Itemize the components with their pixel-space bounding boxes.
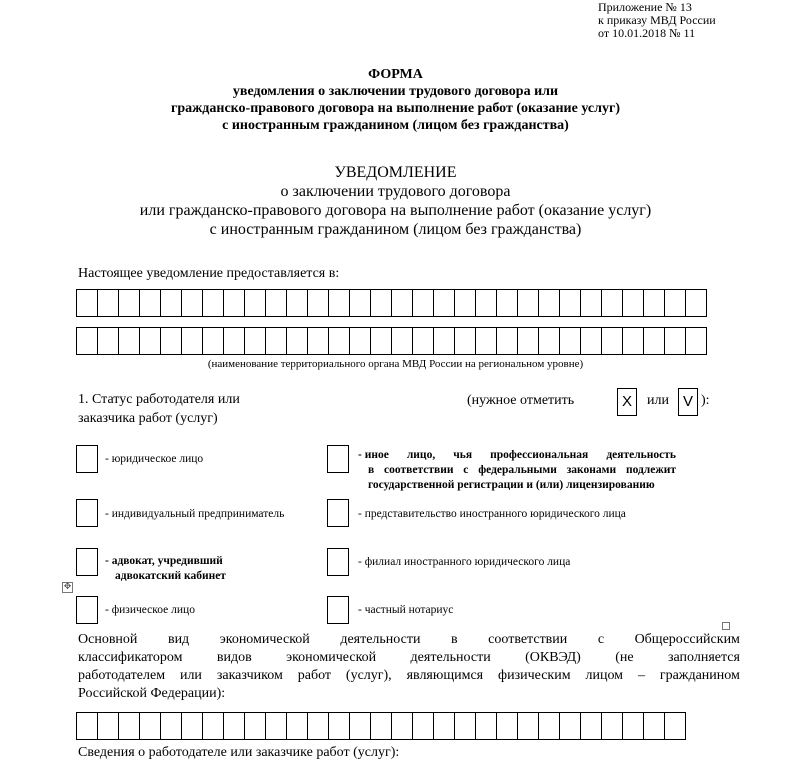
okved-code-cell[interactable] <box>433 712 455 740</box>
option-legal-entity: - юридическое лицо <box>105 453 204 465</box>
authority-name-cell[interactable] <box>622 289 644 317</box>
authority-name-cell[interactable] <box>454 327 476 355</box>
authority-name-cell[interactable] <box>223 327 245 355</box>
authority-name-cell[interactable] <box>160 327 182 355</box>
authority-name-cell[interactable] <box>391 289 413 317</box>
intro-text: Настоящее уведомление предоставляется в: <box>78 266 340 281</box>
okved-word: деятельности <box>340 632 421 647</box>
okved-word: (услуг), <box>345 668 392 683</box>
other-person-word: подлежит <box>625 464 676 476</box>
authority-name-cell[interactable] <box>559 327 581 355</box>
other-person-word: профессиональная <box>490 449 589 461</box>
mark-suffix: ): <box>701 393 710 408</box>
other-person-word: чья <box>453 449 473 461</box>
authority-name-cell[interactable] <box>328 289 350 317</box>
authority-name-cell[interactable] <box>664 327 686 355</box>
form-title-line-1: ФОРМА <box>368 67 423 82</box>
okved-word: (не <box>615 650 634 665</box>
okved-code-cell[interactable] <box>370 712 392 740</box>
okved-code-cell[interactable] <box>664 712 686 740</box>
option-lawyer <box>105 554 226 584</box>
okved-code-cell[interactable] <box>412 712 434 740</box>
notice-title-line-4: с иностранным гражданином (лицом без гражданства) <box>209 221 582 238</box>
okved-code-cell[interactable] <box>118 712 140 740</box>
annex-reference <box>598 1 716 40</box>
option-other-person-line-3: государственной регистрации и (или) лицензированию <box>368 479 655 491</box>
okved-word: видов <box>216 650 252 665</box>
okved-word: соответствии <box>488 632 568 647</box>
authority-name-cell[interactable] <box>643 289 665 317</box>
authority-caption: (наименование территориального органа МВД России на региональном уровне) <box>207 358 584 370</box>
authority-name-row-2[interactable] <box>76 327 706 355</box>
authority-name-cell[interactable] <box>349 289 371 317</box>
notice-title <box>0 163 791 239</box>
okved-code-cell[interactable] <box>181 712 203 740</box>
authority-name-cell[interactable] <box>328 327 350 355</box>
option-individual: - физическое лицо <box>105 604 195 616</box>
okved-word: классификатором <box>78 650 183 665</box>
okved-line-3 <box>78 667 740 685</box>
okved-code-cell[interactable] <box>475 712 497 740</box>
okved-word: заказчиком <box>216 668 283 683</box>
annex-line-date: от 10.01.2018 № 11 <box>598 26 696 40</box>
okved-code-cell[interactable] <box>559 712 581 740</box>
okved-code-cell[interactable] <box>391 712 413 740</box>
okved-word: или <box>179 668 202 683</box>
checkbox-individual[interactable] <box>76 596 98 624</box>
okved-code-cell[interactable] <box>496 712 518 740</box>
other-person-word: деятельность <box>606 449 676 461</box>
authority-name-cell[interactable] <box>643 327 665 355</box>
authority-name-cell[interactable] <box>370 327 392 355</box>
okved-word: лицом <box>585 668 624 683</box>
checkbox-legal-entity[interactable] <box>76 445 98 473</box>
authority-name-cell[interactable] <box>181 289 203 317</box>
okved-code-row[interactable] <box>76 712 685 740</box>
mark-example-v: V <box>678 388 698 416</box>
authority-name-cell[interactable] <box>517 289 539 317</box>
okved-line-4: Российской Федерации): <box>78 686 226 701</box>
okved-code-cell[interactable] <box>307 712 329 740</box>
option-representative-office: - представительство иностранного юридического лица <box>358 508 626 520</box>
okved-code-cell[interactable] <box>76 712 98 740</box>
notice-title-line-2: о заключении трудового договора <box>280 183 511 200</box>
form-title-line-4: с иностранным гражданином (лицом без гражданства) <box>222 118 569 133</box>
authority-name-cell[interactable] <box>181 327 203 355</box>
status-heading <box>78 390 240 428</box>
authority-name-cell[interactable] <box>370 289 392 317</box>
option-other-person-line-2 <box>368 463 676 478</box>
mark-instruction: (нужное отметить <box>467 393 575 408</box>
details-heading: Сведения о работодателе или заказчике работ (услуг): <box>78 745 400 760</box>
okved-word: экономической <box>286 650 377 665</box>
authority-name-cell[interactable] <box>601 289 623 317</box>
authority-name-cell[interactable] <box>580 327 602 355</box>
okved-code-cell[interactable] <box>202 712 224 740</box>
authority-name-cell[interactable] <box>160 289 182 317</box>
okved-word: работодателем <box>78 668 166 683</box>
okved-code-cell[interactable] <box>517 712 539 740</box>
other-person-word: - иное <box>358 449 389 461</box>
okved-code-cell[interactable] <box>580 712 602 740</box>
authority-name-cell[interactable] <box>622 327 644 355</box>
form-title-line-2: уведомления о заключении трудового договора или <box>232 84 559 99</box>
authority-name-cell[interactable] <box>412 327 434 355</box>
okved-code-cell[interactable] <box>349 712 371 740</box>
authority-name-cell[interactable] <box>496 289 518 317</box>
okved-code-cell[interactable] <box>223 712 245 740</box>
authority-name-cell[interactable] <box>538 289 560 317</box>
authority-name-cell[interactable] <box>349 327 371 355</box>
other-person-word: в <box>368 464 375 476</box>
annex-line-number: Приложение № 13 <box>598 0 692 14</box>
okved-code-cell[interactable] <box>286 712 308 740</box>
form-title-line-3: гражданско-правового договора на выполнение работ (оказание услуг) <box>171 101 620 116</box>
okved-word: Общероссийским <box>634 632 740 647</box>
authority-name-cell[interactable] <box>685 289 707 317</box>
checkbox-foreign-branch[interactable] <box>327 548 349 576</box>
option-other-person <box>358 448 676 493</box>
okved-word: (ОКВЭД) <box>525 650 581 665</box>
okved-word: в <box>451 632 458 647</box>
okved-word: – <box>637 668 645 683</box>
notice-title-line-1: УВЕДОМЛЕНИЕ <box>334 164 457 181</box>
authority-name-cell[interactable] <box>118 289 140 317</box>
authority-name-cell[interactable] <box>454 289 476 317</box>
okved-paragraph <box>78 631 740 703</box>
authority-name-cell[interactable] <box>118 327 140 355</box>
authority-name-cell[interactable] <box>307 327 329 355</box>
authority-name-cell[interactable] <box>475 289 497 317</box>
mark-or: или <box>647 393 669 408</box>
authority-name-cell[interactable] <box>475 327 497 355</box>
authority-name-cell[interactable] <box>265 327 287 355</box>
notice-title-line-3: или гражданско-правового договора на выполнение работ (оказание услуг) <box>139 202 652 219</box>
option-notary: - частный нотариус <box>358 604 454 616</box>
option-lawyer-line-2: адвокатский кабинет <box>115 570 226 582</box>
authority-name-cell[interactable] <box>685 327 707 355</box>
okved-line-1 <box>78 631 740 649</box>
authority-name-cell[interactable] <box>664 289 686 317</box>
okved-code-cell[interactable] <box>265 712 287 740</box>
okved-code-cell[interactable] <box>97 712 119 740</box>
authority-name-cell[interactable] <box>517 327 539 355</box>
checkbox-entrepreneur[interactable] <box>76 499 98 527</box>
okved-code-cell[interactable] <box>601 712 623 740</box>
option-entrepreneur: - индивидуальный предприниматель <box>105 508 285 520</box>
okved-code-cell[interactable] <box>244 712 266 740</box>
authority-name-cell[interactable] <box>307 289 329 317</box>
option-lawyer-line-1: - адвокат, учредивший <box>105 555 223 567</box>
authority-name-cell[interactable] <box>76 289 98 317</box>
authority-name-cell[interactable] <box>286 327 308 355</box>
status-heading-line-2: заказчика работ (услуг) <box>78 411 218 426</box>
authority-name-row-1[interactable] <box>76 289 706 317</box>
authority-name-cell[interactable] <box>97 327 119 355</box>
okved-code-cell[interactable] <box>538 712 560 740</box>
okved-code-cell[interactable] <box>622 712 644 740</box>
other-person-word: федеральными <box>478 464 557 476</box>
authority-name-cell[interactable] <box>391 327 413 355</box>
okved-word: физическим <box>498 668 571 683</box>
status-heading-line-1: 1. Статус работодателя или <box>78 392 240 407</box>
okved-code-cell[interactable] <box>139 712 161 740</box>
authority-name-cell[interactable] <box>97 289 119 317</box>
checkbox-other-person[interactable] <box>327 445 349 473</box>
form-title <box>0 66 791 134</box>
other-person-word: лицо, <box>406 449 436 461</box>
authority-name-cell[interactable] <box>244 327 266 355</box>
option-foreign-branch: - филиал иностранного юридического лица <box>358 556 571 568</box>
authority-name-cell[interactable] <box>412 289 434 317</box>
authority-name-cell[interactable] <box>496 327 518 355</box>
authority-name-cell[interactable] <box>433 327 455 355</box>
okved-word: деятельности <box>410 650 491 665</box>
authority-name-cell[interactable] <box>223 289 245 317</box>
authority-name-cell[interactable] <box>580 289 602 317</box>
okved-line-2 <box>78 649 740 667</box>
table-move-handle-icon[interactable]: ✥ <box>63 582 72 592</box>
okved-code-cell[interactable] <box>643 712 665 740</box>
authority-name-cell[interactable] <box>265 289 287 317</box>
authority-name-cell[interactable] <box>202 327 224 355</box>
okved-code-cell[interactable] <box>160 712 182 740</box>
authority-name-cell[interactable] <box>139 327 161 355</box>
checkbox-representative-office[interactable] <box>327 499 349 527</box>
checkbox-notary[interactable] <box>327 596 349 624</box>
okved-word: заполняется <box>667 650 740 665</box>
okved-code-cell[interactable] <box>454 712 476 740</box>
authority-name-cell[interactable] <box>139 289 161 317</box>
checkbox-lawyer[interactable] <box>76 548 98 576</box>
table-resize-handle-icon[interactable] <box>722 622 730 630</box>
option-other-person-line-1 <box>358 448 676 463</box>
okved-word: с <box>597 632 605 647</box>
other-person-word: с <box>463 464 469 476</box>
okved-word: экономической <box>219 632 310 647</box>
authority-name-cell[interactable] <box>286 289 308 317</box>
okved-word: являющимся <box>406 668 484 683</box>
authority-name-cell[interactable] <box>76 327 98 355</box>
authority-name-cell[interactable] <box>538 327 560 355</box>
mark-example-x: X <box>617 388 637 416</box>
okved-word: гражданином <box>659 668 740 683</box>
authority-name-cell[interactable] <box>601 327 623 355</box>
other-person-word: соответствии <box>384 464 454 476</box>
okved-word: Основной <box>78 632 138 647</box>
annex-line-order: к приказу МВД России <box>598 13 716 27</box>
okved-word: работ <box>297 668 332 683</box>
authority-name-cell[interactable] <box>433 289 455 317</box>
okved-word: вид <box>167 632 190 647</box>
authority-name-cell[interactable] <box>202 289 224 317</box>
other-person-word: законами <box>566 464 617 476</box>
okved-code-cell[interactable] <box>328 712 350 740</box>
authority-name-cell[interactable] <box>559 289 581 317</box>
authority-name-cell[interactable] <box>244 289 266 317</box>
